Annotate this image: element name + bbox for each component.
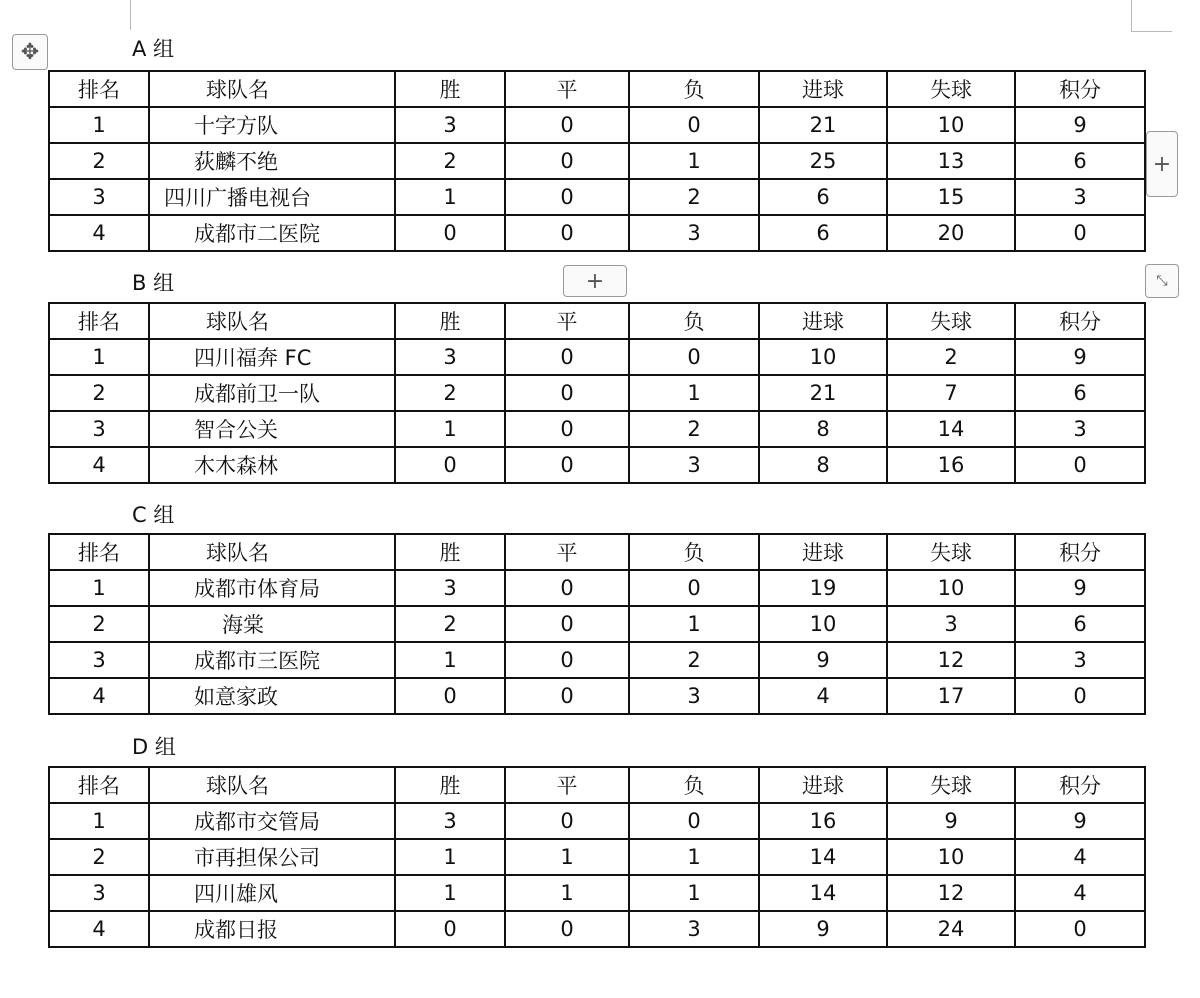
cell-points[interactable]: 6 (1015, 375, 1145, 411)
cell-losses[interactable]: 1 (629, 606, 759, 642)
cell-goals-against[interactable]: 16 (887, 447, 1015, 483)
cell-wins[interactable]: 3 (395, 107, 505, 143)
cell-points[interactable]: 9 (1015, 803, 1145, 839)
page-margin-marker-right (1131, 0, 1172, 32)
cell-losses[interactable]: 3 (629, 215, 759, 251)
cell-goals-against[interactable]: 24 (887, 911, 1015, 947)
cell-points[interactable]: 0 (1015, 911, 1145, 947)
cell-goals-against[interactable]: 10 (887, 107, 1015, 143)
cell-goals-for[interactable]: 19 (759, 570, 887, 606)
cell-draws[interactable]: 0 (505, 570, 629, 606)
group-label-b: B 组 (132, 271, 175, 295)
cell-losses[interactable]: 0 (629, 803, 759, 839)
cell-rank[interactable]: 4 (49, 678, 149, 714)
cell-team[interactable]: 成都市二医院 (149, 215, 395, 251)
cell-goals-for[interactable]: 21 (759, 375, 887, 411)
cell-goals-for[interactable]: 8 (759, 411, 887, 447)
cell-losses[interactable]: 3 (629, 678, 759, 714)
cell-goals-against[interactable]: 12 (887, 642, 1015, 678)
cell-team[interactable]: 海棠 (149, 606, 395, 642)
cell-points[interactable]: 4 (1015, 875, 1145, 911)
header-wins[interactable]: 胜 (395, 303, 505, 339)
table-row (49, 606, 1145, 642)
group-label-d: D 组 (132, 735, 176, 759)
cell-rank[interactable]: 4 (49, 447, 149, 483)
cell-goals-for[interactable]: 4 (759, 678, 887, 714)
cell-goals-against[interactable]: 12 (887, 875, 1015, 911)
add-row-button[interactable] (563, 265, 627, 297)
cell-rank[interactable]: 4 (49, 911, 149, 947)
cell-draws[interactable]: 0 (505, 375, 629, 411)
resize-icon: ⤡ (1156, 273, 1168, 289)
table-row (49, 875, 1145, 911)
cell-losses[interactable]: 1 (629, 839, 759, 875)
cell-points[interactable]: 0 (1015, 678, 1145, 714)
header-rank[interactable]: 排名 (49, 767, 149, 803)
cell-points[interactable]: 3 (1015, 179, 1145, 215)
cell-points[interactable]: 0 (1015, 447, 1145, 483)
cell-losses[interactable]: 2 (629, 642, 759, 678)
cell-losses[interactable]: 0 (629, 339, 759, 375)
cell-draws[interactable]: 0 (505, 143, 629, 179)
cell-losses[interactable]: 0 (629, 570, 759, 606)
cell-goals-against[interactable]: 17 (887, 678, 1015, 714)
cell-goals-for[interactable]: 16 (759, 803, 887, 839)
header-draws[interactable]: 平 (505, 71, 629, 107)
header-points[interactable]: 积分 (1015, 767, 1145, 803)
page-margin-marker-left (130, 0, 131, 30)
cell-rank[interactable]: 2 (49, 606, 149, 642)
cell-rank[interactable]: 3 (49, 875, 149, 911)
header-points[interactable]: 积分 (1015, 71, 1145, 107)
table-row (49, 411, 1145, 447)
cell-team[interactable]: 荻麟不绝 (149, 143, 395, 179)
cell-points[interactable]: 6 (1015, 606, 1145, 642)
cell-wins[interactable]: 1 (395, 411, 505, 447)
cell-points[interactable]: 0 (1015, 215, 1145, 251)
cell-wins[interactable]: 0 (395, 215, 505, 251)
header-draws[interactable]: 平 (505, 767, 629, 803)
cell-draws[interactable]: 0 (505, 642, 629, 678)
cell-goals-against[interactable]: 3 (887, 606, 1015, 642)
standings-table-d (48, 766, 1146, 948)
table-row (49, 839, 1145, 875)
cell-wins[interactable]: 1 (395, 875, 505, 911)
header-losses[interactable]: 负 (629, 534, 759, 570)
cell-losses[interactable]: 2 (629, 411, 759, 447)
cell-goals-for[interactable]: 14 (759, 839, 887, 875)
cell-wins[interactable]: 1 (395, 839, 505, 875)
header-losses[interactable]: 负 (629, 767, 759, 803)
plus-icon: + (585, 268, 605, 294)
table-header-row (49, 534, 1145, 570)
cell-rank[interactable]: 1 (49, 107, 149, 143)
cell-points[interactable]: 9 (1015, 570, 1145, 606)
cell-team[interactable]: 十字方队 (149, 107, 395, 143)
header-goals-against[interactable]: 失球 (887, 767, 1015, 803)
cell-draws[interactable]: 0 (505, 606, 629, 642)
header-goals-for[interactable]: 进球 (759, 767, 887, 803)
cell-losses[interactable]: 1 (629, 375, 759, 411)
header-rank[interactable]: 排名 (49, 71, 149, 107)
cell-goals-for[interactable]: 14 (759, 875, 887, 911)
table-header-row (49, 71, 1145, 107)
cell-team[interactable]: 市再担保公司 (149, 839, 395, 875)
header-goals-against[interactable]: 失球 (887, 534, 1015, 570)
header-team[interactable]: 球队名 (149, 767, 395, 803)
header-losses[interactable]: 负 (629, 71, 759, 107)
table-row (49, 143, 1145, 179)
cell-rank[interactable]: 2 (49, 839, 149, 875)
cell-wins[interactable]: 0 (395, 911, 505, 947)
header-wins[interactable]: 胜 (395, 534, 505, 570)
cell-rank[interactable]: 2 (49, 375, 149, 411)
header-goals-for[interactable]: 进球 (759, 303, 887, 339)
cell-rank[interactable]: 4 (49, 215, 149, 251)
cell-points[interactable]: 3 (1015, 642, 1145, 678)
cell-draws[interactable]: 0 (505, 447, 629, 483)
cell-team[interactable]: 成都日报 (149, 911, 395, 947)
standings-table-b (48, 302, 1146, 484)
cell-wins[interactable]: 3 (395, 570, 505, 606)
table-row (49, 803, 1145, 839)
group-label-c: C 组 (132, 503, 175, 527)
cell-wins[interactable]: 1 (395, 179, 505, 215)
cell-team[interactable]: 成都市体育局 (149, 570, 395, 606)
cell-draws[interactable]: 1 (505, 875, 629, 911)
cell-rank[interactable]: 1 (49, 339, 149, 375)
cell-team[interactable]: 四川广播电视台 (149, 179, 395, 215)
cell-goals-against[interactable]: 2 (887, 339, 1015, 375)
cell-losses[interactable]: 3 (629, 447, 759, 483)
cell-wins[interactable]: 2 (395, 375, 505, 411)
header-draws[interactable]: 平 (505, 303, 629, 339)
cell-goals-against[interactable]: 7 (887, 375, 1015, 411)
table-row (49, 911, 1145, 947)
table-resize-handle[interactable] (1145, 264, 1179, 298)
header-goals-against[interactable]: 失球 (887, 303, 1015, 339)
standings-table-a (48, 70, 1146, 252)
cell-goals-against[interactable]: 20 (887, 215, 1015, 251)
cell-goals-against[interactable]: 14 (887, 411, 1015, 447)
cell-goals-for[interactable]: 6 (759, 215, 887, 251)
standings-table-c (48, 533, 1146, 715)
cell-wins[interactable]: 3 (395, 339, 505, 375)
cell-rank[interactable]: 1 (49, 570, 149, 606)
header-team[interactable]: 球队名 (149, 71, 395, 107)
cell-draws[interactable]: 0 (505, 411, 629, 447)
cell-team[interactable]: 四川雄风 (149, 875, 395, 911)
cell-draws[interactable]: 0 (505, 107, 629, 143)
header-team[interactable]: 球队名 (149, 303, 395, 339)
cell-rank[interactable]: 3 (49, 179, 149, 215)
table-move-handle[interactable] (12, 34, 48, 70)
cell-losses[interactable]: 2 (629, 179, 759, 215)
header-points[interactable]: 积分 (1015, 534, 1145, 570)
table-row (49, 339, 1145, 375)
cell-points[interactable]: 3 (1015, 411, 1145, 447)
table-row (49, 678, 1145, 714)
cell-team[interactable]: 如意家政 (149, 678, 395, 714)
table-row (49, 375, 1145, 411)
header-wins[interactable]: 胜 (395, 71, 505, 107)
cell-goals-for[interactable]: 10 (759, 339, 887, 375)
table-row (49, 642, 1145, 678)
header-losses[interactable]: 负 (629, 303, 759, 339)
add-column-button[interactable] (1146, 131, 1178, 197)
plus-icon: + (1152, 151, 1172, 177)
cell-losses[interactable]: 0 (629, 107, 759, 143)
cell-goals-for[interactable]: 6 (759, 179, 887, 215)
cell-points[interactable]: 9 (1015, 107, 1145, 143)
cell-wins[interactable]: 1 (395, 642, 505, 678)
cell-goals-for[interactable]: 10 (759, 606, 887, 642)
cell-goals-against[interactable]: 15 (887, 179, 1015, 215)
cell-team[interactable]: 成都市三医院 (149, 642, 395, 678)
header-points[interactable]: 积分 (1015, 303, 1145, 339)
cell-team[interactable]: 四川福奔 FC (149, 339, 395, 375)
cell-points[interactable]: 9 (1015, 339, 1145, 375)
cell-draws[interactable]: 0 (505, 215, 629, 251)
table-header-row (49, 303, 1145, 339)
cell-goals-for[interactable]: 9 (759, 642, 887, 678)
move-icon: ✥ (20, 39, 40, 65)
header-goals-for[interactable]: 进球 (759, 71, 887, 107)
cell-rank[interactable]: 3 (49, 411, 149, 447)
cell-draws[interactable]: 0 (505, 678, 629, 714)
cell-wins[interactable]: 2 (395, 606, 505, 642)
cell-rank[interactable]: 1 (49, 803, 149, 839)
cell-wins[interactable]: 0 (395, 678, 505, 714)
cell-points[interactable]: 4 (1015, 839, 1145, 875)
header-draws[interactable]: 平 (505, 534, 629, 570)
cell-goals-against[interactable]: 9 (887, 803, 1015, 839)
cell-team[interactable]: 智合公关 (149, 411, 395, 447)
cell-points[interactable]: 6 (1015, 143, 1145, 179)
cell-wins[interactable]: 0 (395, 447, 505, 483)
header-team[interactable]: 球队名 (149, 534, 395, 570)
table-row (49, 215, 1145, 251)
cell-goals-against[interactable]: 13 (887, 143, 1015, 179)
cell-team[interactable]: 木木森林 (149, 447, 395, 483)
cell-goals-for[interactable]: 8 (759, 447, 887, 483)
cell-goals-for[interactable]: 21 (759, 107, 887, 143)
header-goals-for[interactable]: 进球 (759, 534, 887, 570)
cell-goals-for[interactable]: 9 (759, 911, 887, 947)
table-header-row (49, 767, 1145, 803)
cell-rank[interactable]: 2 (49, 143, 149, 179)
group-label-a: A 组 (132, 37, 175, 61)
cell-team[interactable]: 成都市交管局 (149, 803, 395, 839)
header-wins[interactable]: 胜 (395, 767, 505, 803)
cell-rank[interactable]: 3 (49, 642, 149, 678)
cell-draws[interactable]: 0 (505, 179, 629, 215)
cell-losses[interactable]: 1 (629, 875, 759, 911)
table-row (49, 107, 1145, 143)
cell-goals-against[interactable]: 10 (887, 570, 1015, 606)
cell-draws[interactable]: 0 (505, 911, 629, 947)
table-row (49, 179, 1145, 215)
cell-wins[interactable]: 3 (395, 803, 505, 839)
cell-draws[interactable]: 0 (505, 803, 629, 839)
header-rank[interactable]: 排名 (49, 534, 149, 570)
cell-losses[interactable]: 1 (629, 143, 759, 179)
cell-draws[interactable]: 0 (505, 339, 629, 375)
cell-draws[interactable]: 1 (505, 839, 629, 875)
cell-losses[interactable]: 3 (629, 911, 759, 947)
cell-goals-for[interactable]: 25 (759, 143, 887, 179)
cell-team[interactable]: 成都前卫一队 (149, 375, 395, 411)
table-row (49, 447, 1145, 483)
table-row (49, 570, 1145, 606)
header-rank[interactable]: 排名 (49, 303, 149, 339)
cell-wins[interactable]: 2 (395, 143, 505, 179)
cell-goals-against[interactable]: 10 (887, 839, 1015, 875)
header-goals-against[interactable]: 失球 (887, 71, 1015, 107)
